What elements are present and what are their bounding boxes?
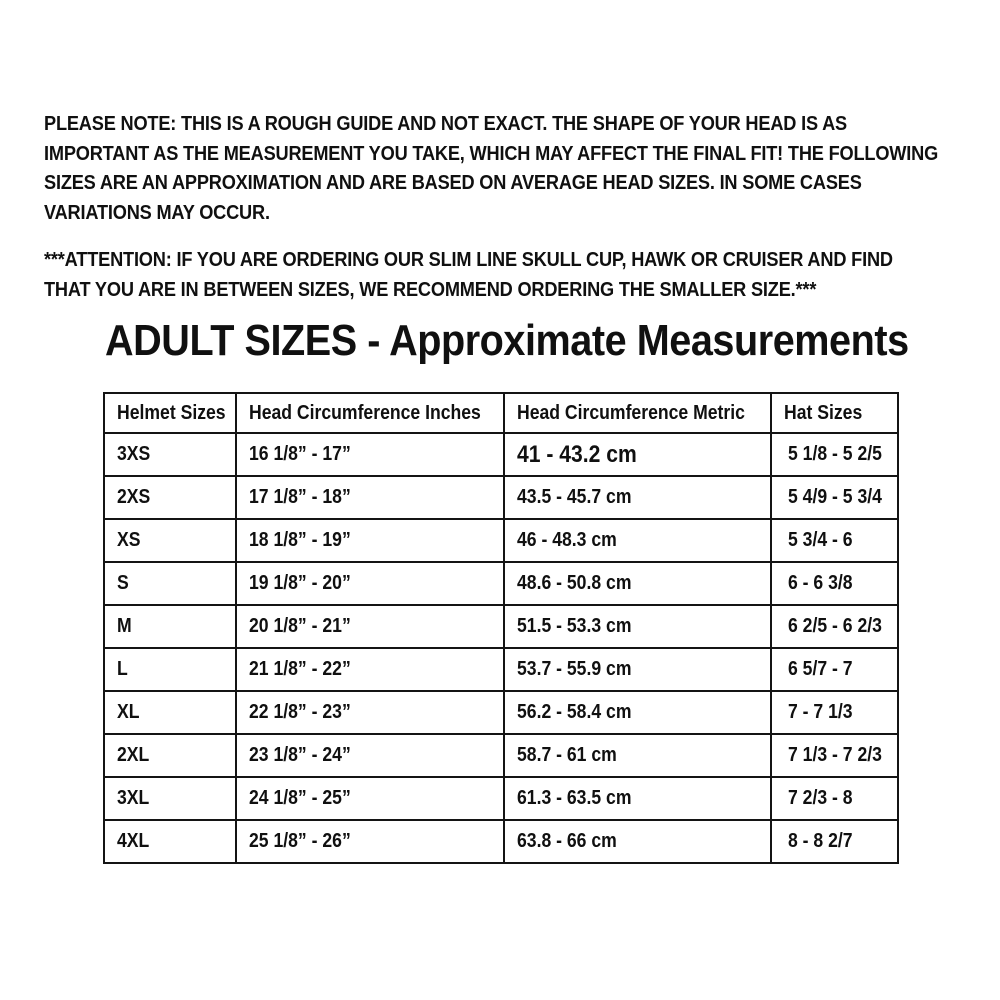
table-row-3xl (104, 777, 898, 820)
cell-helmet-size (104, 648, 236, 691)
table-row-2xl (104, 734, 898, 777)
please-note-text: PLEASE NOTE: THIS IS A ROUGH GUIDE AND NOT EXACT. THE SHAPE OF YOUR HEAD IS AS IMPORTANT AS THE MEASUREMENT YOU TAKE, WHICH MAY AFFECT THE FINAL FIT! THE FOLLOWING SIZES ARE AN APPROXIMATION AND ARE BASED ON AVERAGE HEAD SIZES. IN SOME CASES VARIATIONS MAY OCCUR. (44, 113, 939, 224)
cell-text: 20 1/8” - 21” (249, 615, 351, 637)
cell-helmet-size (104, 562, 236, 605)
cell-helmet-size (104, 476, 236, 519)
cell-text: 6 - 6 3/8 (788, 572, 853, 594)
cell-hat-size (771, 605, 898, 648)
cell-metric (504, 820, 771, 863)
table-row-xl (104, 691, 898, 734)
cell-text: 2XS (117, 486, 151, 508)
cell-text: 24 1/8” - 25” (249, 787, 351, 809)
cell-inches (236, 648, 504, 691)
cell-metric (504, 734, 771, 777)
cell-metric (504, 605, 771, 648)
cell-text: 6 2/5 - 6 2/3 (788, 615, 882, 637)
cell-text: 43.5 - 45.7 cm (517, 486, 632, 508)
cell-text: 7 - 7 1/3 (788, 701, 853, 723)
cell-hat-size (771, 519, 898, 562)
table-row-s (104, 562, 898, 605)
table-row-l (104, 648, 898, 691)
cell-text: 5 3/4 - 6 (788, 529, 853, 551)
cell-text: 61.3 - 63.5 cm (517, 787, 632, 809)
column-header-hat-sizes (771, 393, 898, 433)
cell-text: M (117, 615, 132, 637)
cell-inches (236, 519, 504, 562)
cell-metric (504, 433, 771, 476)
column-header-label: Head Circumference Inches (249, 401, 481, 424)
cell-text: 7 2/3 - 8 (788, 787, 853, 809)
cell-text: 3XL (117, 787, 150, 809)
cell-hat-size (771, 476, 898, 519)
cell-text: 48.6 - 50.8 cm (517, 572, 632, 594)
cell-text: L (117, 658, 128, 680)
cell-inches (236, 777, 504, 820)
cell-inches (236, 734, 504, 777)
cell-text: 19 1/8” - 20” (249, 572, 351, 594)
cell-hat-size (771, 820, 898, 863)
cell-text: 63.8 - 66 cm (517, 830, 617, 852)
cell-text: 23 1/8” - 24” (249, 744, 351, 766)
cell-helmet-size (104, 519, 236, 562)
cell-inches (236, 476, 504, 519)
cell-text: 17 1/8” - 18” (249, 486, 351, 508)
cell-text: XS (117, 529, 141, 551)
size-table (103, 392, 899, 864)
cell-text: 41 - 43.2 cm (517, 440, 637, 468)
notes-section (44, 110, 944, 323)
cell-text: 53.7 - 55.9 cm (517, 658, 632, 680)
cell-text: 5 1/8 - 5 2/5 (788, 443, 882, 465)
cell-hat-size (771, 777, 898, 820)
cell-helmet-size (104, 605, 236, 648)
cell-hat-size (771, 734, 898, 777)
cell-hat-size (771, 648, 898, 691)
cell-metric (504, 777, 771, 820)
column-header-metric (504, 393, 771, 433)
cell-text: 58.7 - 61 cm (517, 744, 617, 766)
cell-text: 6 5/7 - 7 (788, 658, 853, 680)
table-header-row (104, 393, 898, 433)
cell-text: 5 4/9 - 5 3/4 (788, 486, 882, 508)
cell-hat-size (771, 433, 898, 476)
cell-helmet-size (104, 820, 236, 863)
cell-inches (236, 820, 504, 863)
table-row-2xs (104, 476, 898, 519)
table-row-m (104, 605, 898, 648)
table-row-4xl (104, 820, 898, 863)
cell-text: 3XS (117, 443, 151, 465)
cell-text: 7 1/3 - 7 2/3 (788, 744, 882, 766)
cell-text: 16 1/8” - 17” (249, 443, 351, 465)
cell-metric (504, 648, 771, 691)
cell-text: 4XL (117, 830, 150, 852)
cell-text: 2XL (117, 744, 150, 766)
cell-helmet-size (104, 433, 236, 476)
table-row-xs (104, 519, 898, 562)
table-row-3xs (104, 433, 898, 476)
cell-text: 21 1/8” - 22” (249, 658, 351, 680)
cell-text: XL (117, 701, 140, 723)
cell-text: 8 - 8 2/7 (788, 830, 853, 852)
cell-metric (504, 519, 771, 562)
cell-metric (504, 691, 771, 734)
cell-inches (236, 433, 504, 476)
cell-text: S (117, 572, 129, 594)
cell-text: 46 - 48.3 cm (517, 529, 617, 551)
cell-text: 22 1/8” - 23” (249, 701, 351, 723)
cell-inches (236, 605, 504, 648)
column-header-label: Helmet Sizes (117, 401, 226, 424)
column-header-helmet-sizes (104, 393, 236, 433)
section-title: ADULT SIZES - Approximate Measurements (105, 316, 909, 365)
cell-metric (504, 562, 771, 605)
cell-text: 18 1/8” - 19” (249, 529, 351, 551)
cell-text: 25 1/8” - 26” (249, 830, 351, 852)
column-header-label: Hat Sizes (784, 401, 863, 424)
cell-helmet-size (104, 734, 236, 777)
cell-helmet-size (104, 691, 236, 734)
cell-hat-size (771, 562, 898, 605)
cell-text: 56.2 - 58.4 cm (517, 701, 632, 723)
column-header-inches (236, 393, 504, 433)
cell-inches (236, 691, 504, 734)
cell-helmet-size (104, 777, 236, 820)
cell-inches (236, 562, 504, 605)
cell-hat-size (771, 691, 898, 734)
attention-text: ***ATTENTION: IF YOU ARE ORDERING OUR SLIM LINE SKULL CUP, HAWK OR CRUISER AND FIND THAT YOU ARE IN BETWEEN SIZES, WE RECOMMEND ORDERING THE SMALLER SIZE.*** (44, 249, 893, 301)
cell-metric (504, 476, 771, 519)
column-header-label: Head Circumference Metric (517, 401, 745, 424)
cell-text: 51.5 - 53.3 cm (517, 615, 632, 637)
